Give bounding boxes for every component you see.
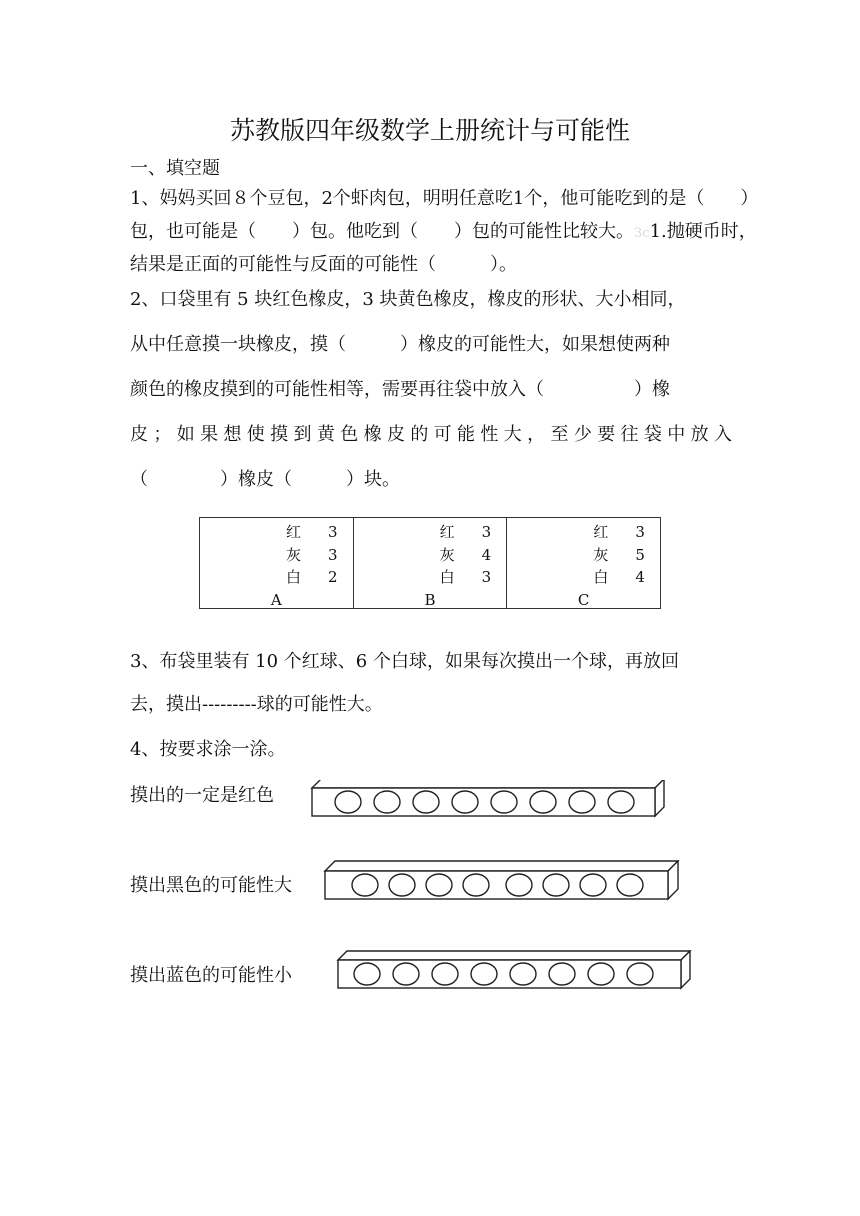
option-c-white-name: 白 bbox=[593, 568, 609, 586]
ball-circle[interactable] bbox=[627, 963, 653, 985]
option-a-red-name: 红 bbox=[286, 523, 302, 541]
option-a-gray-name: 灰 bbox=[286, 546, 302, 564]
ball-bar-blue bbox=[336, 950, 694, 994]
bar-front-face bbox=[312, 788, 655, 816]
ball-circle[interactable] bbox=[374, 791, 400, 813]
ball-circle[interactable] bbox=[543, 874, 569, 896]
option-a-cell bbox=[200, 518, 354, 609]
ball-circle[interactable] bbox=[452, 791, 478, 813]
ball-circle[interactable] bbox=[389, 874, 415, 896]
option-b-label: B bbox=[424, 591, 436, 609]
q2-line-1: 2、口袋里有 5 块红色橡皮，3 块黄色橡皮，橡皮的形状、大小相同， bbox=[130, 289, 686, 310]
ball-circle[interactable] bbox=[549, 963, 575, 985]
ball-circle[interactable] bbox=[471, 963, 497, 985]
option-c-gray-value: 5 bbox=[635, 546, 645, 564]
option-a-label: A bbox=[270, 591, 282, 609]
q2-line-4: 皮；如果想使摸到黄色橡皮的可能性大，至少要往袋中放入 bbox=[130, 424, 732, 445]
task-blue-label: 摸出蓝色的可能性小 bbox=[130, 965, 292, 986]
q1-line-2 bbox=[130, 219, 757, 247]
q1-line-2a: 包，也可能是（ ）包。他吃到（ ）包的可能性比较大。 bbox=[130, 221, 634, 242]
ball-circle[interactable] bbox=[335, 791, 361, 813]
option-b-gray-value: 4 bbox=[481, 546, 492, 564]
option-a-gray-value: 3 bbox=[328, 546, 338, 564]
option-c-cell bbox=[507, 518, 661, 609]
options-table bbox=[199, 517, 661, 609]
ball-circle[interactable] bbox=[569, 791, 595, 813]
ball-circle[interactable] bbox=[617, 874, 643, 896]
option-b-red-value: 3 bbox=[481, 523, 492, 541]
option-c-label: C bbox=[577, 591, 590, 609]
ball-circle[interactable] bbox=[588, 963, 614, 985]
ball-circle[interactable] bbox=[432, 963, 458, 985]
ball-circle[interactable] bbox=[413, 791, 439, 813]
ball-circle[interactable] bbox=[580, 874, 606, 896]
ball-circle[interactable] bbox=[463, 874, 489, 896]
q1-line-1: 1、妈妈买回８个豆包，2个虾肉包，明明任意吃1个，他可能吃到的是（ ） bbox=[130, 188, 759, 209]
task-black-label: 摸出黑色的可能性大 bbox=[130, 875, 292, 896]
option-a-white-value: 2 bbox=[328, 568, 338, 586]
bar-top-face bbox=[338, 951, 690, 960]
option-c-red-name: 红 bbox=[593, 523, 609, 541]
q2-line-3: 颜色的橡皮摸到的可能性相等，需要再往袋中放入（ ）橡 bbox=[130, 379, 670, 400]
option-b-white-name: 白 bbox=[439, 568, 455, 586]
option-b-white-value: 3 bbox=[481, 568, 492, 586]
ball-circle[interactable] bbox=[393, 963, 419, 985]
watermark: 3c bbox=[634, 226, 650, 241]
option-b-gray-name: 灰 bbox=[439, 546, 455, 564]
ball-circle[interactable] bbox=[352, 874, 378, 896]
option-b-cell bbox=[353, 518, 507, 609]
q3-line-1: 3、布袋里装有 10 个红球、6 个白球，如果每次摸出一个球，再放回 bbox=[130, 651, 679, 672]
option-a-red-value: 3 bbox=[328, 523, 338, 541]
ball-circle[interactable] bbox=[354, 963, 380, 985]
q2-line-2: 从中任意摸一块橡皮，摸（ ）橡皮的可能性大，如果想使两种 bbox=[130, 334, 670, 355]
q4-intro: 4、按要求涂一涂。 bbox=[130, 739, 286, 760]
q1-line-3: 结果是正面的可能性与反面的可能性（ ）。 bbox=[130, 254, 517, 275]
task-red-label: 摸出的一定是红色 bbox=[130, 785, 274, 806]
q3-line-2: 去，摸出---------球的可能性大。 bbox=[130, 694, 383, 715]
ball-circle[interactable] bbox=[608, 791, 634, 813]
ball-bar-red bbox=[310, 780, 666, 820]
option-c-red-value: 3 bbox=[635, 523, 645, 541]
ball-circle[interactable] bbox=[491, 791, 517, 813]
page-title: 苏教版四年级数学上册统计与可能性 bbox=[229, 116, 630, 145]
option-a-white-name: 白 bbox=[286, 568, 302, 586]
option-c-white-value: 4 bbox=[635, 568, 645, 586]
ball-bar-black bbox=[322, 860, 682, 904]
bar-top-face bbox=[312, 780, 664, 788]
ball-circle[interactable] bbox=[510, 963, 536, 985]
ball-circle[interactable] bbox=[506, 874, 532, 896]
section-heading: 一、填空题 bbox=[130, 158, 220, 179]
q1-line-2b: 1.抛硬币时， bbox=[649, 221, 757, 242]
option-c-gray-name: 灰 bbox=[593, 546, 609, 564]
ball-circle[interactable] bbox=[530, 791, 556, 813]
ball-circle[interactable] bbox=[426, 874, 452, 896]
q2-line-5: （ ）橡皮（ ）块。 bbox=[130, 469, 400, 490]
option-b-red-name: 红 bbox=[439, 523, 455, 541]
bar-top-face bbox=[325, 861, 678, 871]
